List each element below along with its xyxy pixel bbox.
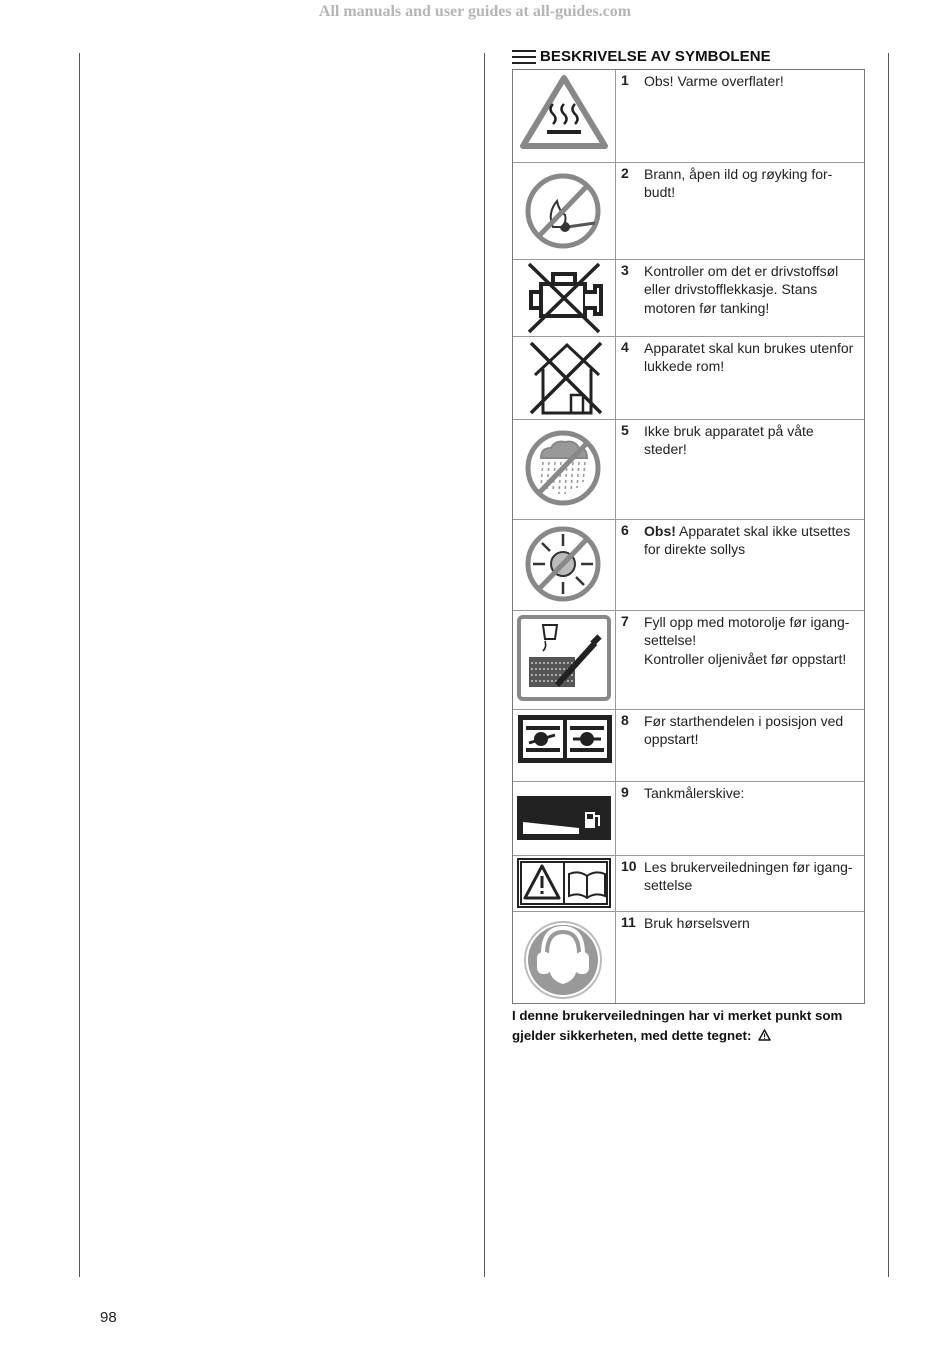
table-row <box>513 911 864 1003</box>
engine-crossed-icon <box>525 262 605 334</box>
symbol-number: 4 <box>621 339 629 355</box>
section-header <box>512 48 865 68</box>
column-rule-middle <box>484 53 485 1277</box>
choke-lever-icon <box>517 714 613 764</box>
house-crossed-icon <box>527 339 607 417</box>
symbol-description: Brann, åpen ild og røyking for- budt! <box>644 166 833 201</box>
section-title: BESKRIVELSE AV SYMBOLENE <box>540 48 771 65</box>
symbol-description: Før starthendelen i posisjon ved oppstart! <box>644 713 844 748</box>
table-row <box>513 781 864 855</box>
icon-cell <box>513 337 616 419</box>
symbol-number: 9 <box>621 784 629 800</box>
symbol-description: Obs! Varme overflater! <box>644 73 784 89</box>
table-row <box>513 610 864 709</box>
symbol-number: 11 <box>621 914 636 930</box>
icon-cell <box>513 163 616 259</box>
icon-cell <box>513 520 616 610</box>
symbols-table <box>512 69 865 1004</box>
table-row <box>513 855 864 911</box>
column-rule-right <box>888 53 889 1277</box>
symbol-description: Apparatet skal kun brukes utenfor lukkede rom! <box>644 340 854 375</box>
symbol-description: Ikke bruk apparatet på våte steder! <box>644 423 814 458</box>
symbol-description: Bruk hørselsvern <box>644 915 750 931</box>
fuel-gauge-icon <box>517 796 611 840</box>
table-row <box>513 519 864 610</box>
no-fire-smoking-icon <box>523 171 603 251</box>
table-row <box>513 336 864 419</box>
symbol-description: Fyll opp med motorolje før igang- settelse! Kontroller oljenivået før oppstart! <box>644 614 850 667</box>
symbol-number: 1 <box>621 72 629 88</box>
table-row <box>513 709 864 781</box>
symbol-number: 6 <box>621 522 629 538</box>
oil-fill-icon <box>517 615 611 701</box>
symbol-number: 5 <box>621 422 629 438</box>
table-row <box>513 419 864 519</box>
menu-lines-icon <box>512 50 536 65</box>
table-row <box>513 259 864 336</box>
symbol-number: 8 <box>621 712 629 728</box>
symbol-description: Les brukerveiledningen før igang- settelse <box>644 859 853 894</box>
safety-footnote <box>512 1006 872 1046</box>
symbol-description: Obs! Apparatet skal ikke utsettes for direkte sollys <box>644 523 851 558</box>
icon-cell <box>513 70 616 162</box>
hot-surface-warning-icon <box>519 74 609 152</box>
no-sun-icon <box>523 524 603 604</box>
icon-cell <box>513 710 616 781</box>
footnote-text: I denne brukerveiledningen har vi merket punkt som gjelder sikkerheten, med dette tegnet: <box>512 1008 843 1043</box>
table-row <box>513 70 864 162</box>
symbol-number: 7 <box>621 613 629 629</box>
icon-cell <box>513 912 616 1003</box>
column-rule-left <box>79 53 80 1277</box>
hearing-protection-icon <box>523 920 603 1000</box>
symbol-number: 3 <box>621 262 629 278</box>
warning-triangle-icon <box>758 1029 771 1041</box>
icon-cell <box>513 611 616 709</box>
read-manual-icon <box>517 858 611 908</box>
icon-cell <box>513 260 616 336</box>
no-rain-icon <box>523 428 603 508</box>
icon-cell <box>513 782 616 855</box>
symbol-number: 2 <box>621 165 629 181</box>
page-number: 98 <box>100 1309 117 1326</box>
symbol-number: 10 <box>621 858 637 874</box>
symbol-description: Tankmålerskive: <box>644 785 745 801</box>
symbol-description: Kontroller om det er drivstoffsøl eller drivstofflekkasje. Stans motoren før tanking! <box>644 263 839 316</box>
watermark: All manuals and user guides at all-guides.com <box>318 3 632 20</box>
table-row <box>513 162 864 259</box>
icon-cell <box>513 856 616 911</box>
obs-label: Obs! <box>644 523 676 539</box>
icon-cell <box>513 420 616 519</box>
